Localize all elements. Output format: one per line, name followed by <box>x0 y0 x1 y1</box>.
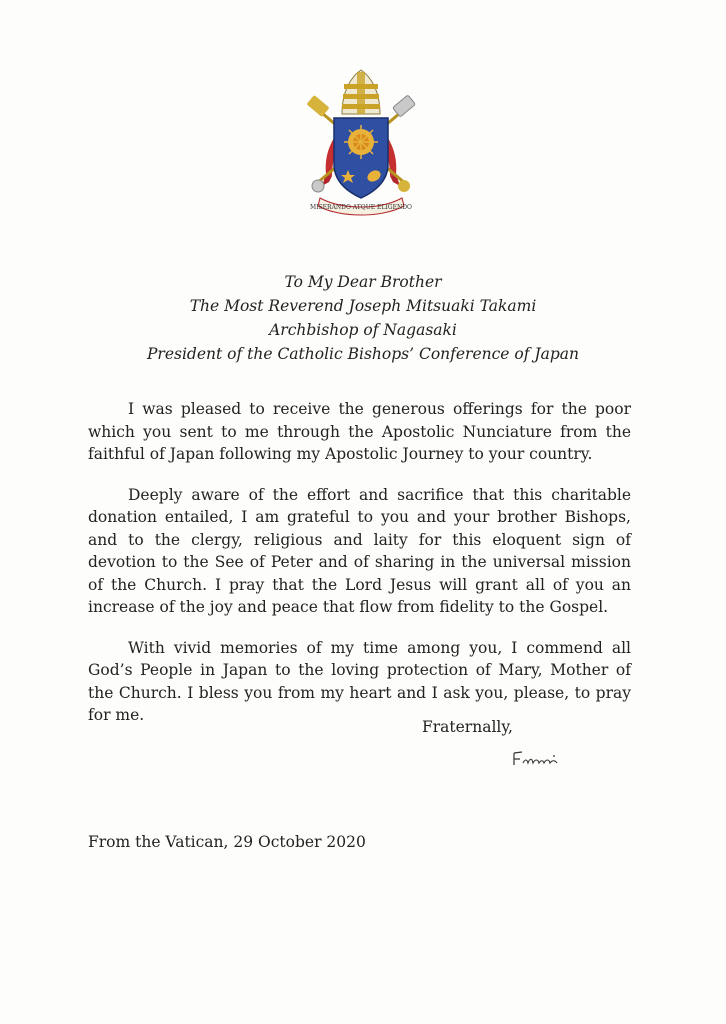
paragraph: Deeply aware of the effort and sacrifice that this charitable donation entailed, I am grateful to you and your brother Bishops, and to the clergy, religious and laity for this eloquent sign of devotion to the See of Peter and of sharing in the universal mission of the Church. I pray that the Lord Jesus will grant all of you an increase of the joy and peace that flow from fidelity to the Gospel. <box>88 485 631 616</box>
paragraph: With vivid memories of my time among you, I commend all God’s People in Japan to the loving protection of Mary, Mother of the Church. I bless you from my heart and I ask you, please, to pray for me. <box>88 638 631 724</box>
paragraph: I was pleased to receive the generous offerings for the poor which you sent to me through the Apostolic Nunciature from the faithful of Japan following my Apostolic Journey to your country. <box>88 400 631 463</box>
papal-coat-of-arms-icon <box>302 66 420 216</box>
closing: Fraternally, <box>422 718 513 736</box>
address-line-title: Archbishop of Nagasaki <box>269 321 457 339</box>
recipient-address <box>0 270 726 366</box>
address-line-office: President of the Catholic Bishops’ Conference of Japan <box>146 345 579 363</box>
letter-body <box>88 398 631 745</box>
address-line-salutation: To My Dear Brother <box>284 273 442 291</box>
svg-text:MISERANDO ATQUE ELIGENDO: MISERANDO ATQUE ELIGENDO <box>310 204 412 211</box>
dateline: From the Vatican, 29 October 2020 <box>88 833 366 851</box>
address-line-name: The Most Reverend Joseph Mitsuaki Takami <box>189 297 537 315</box>
signature-icon <box>510 745 570 771</box>
